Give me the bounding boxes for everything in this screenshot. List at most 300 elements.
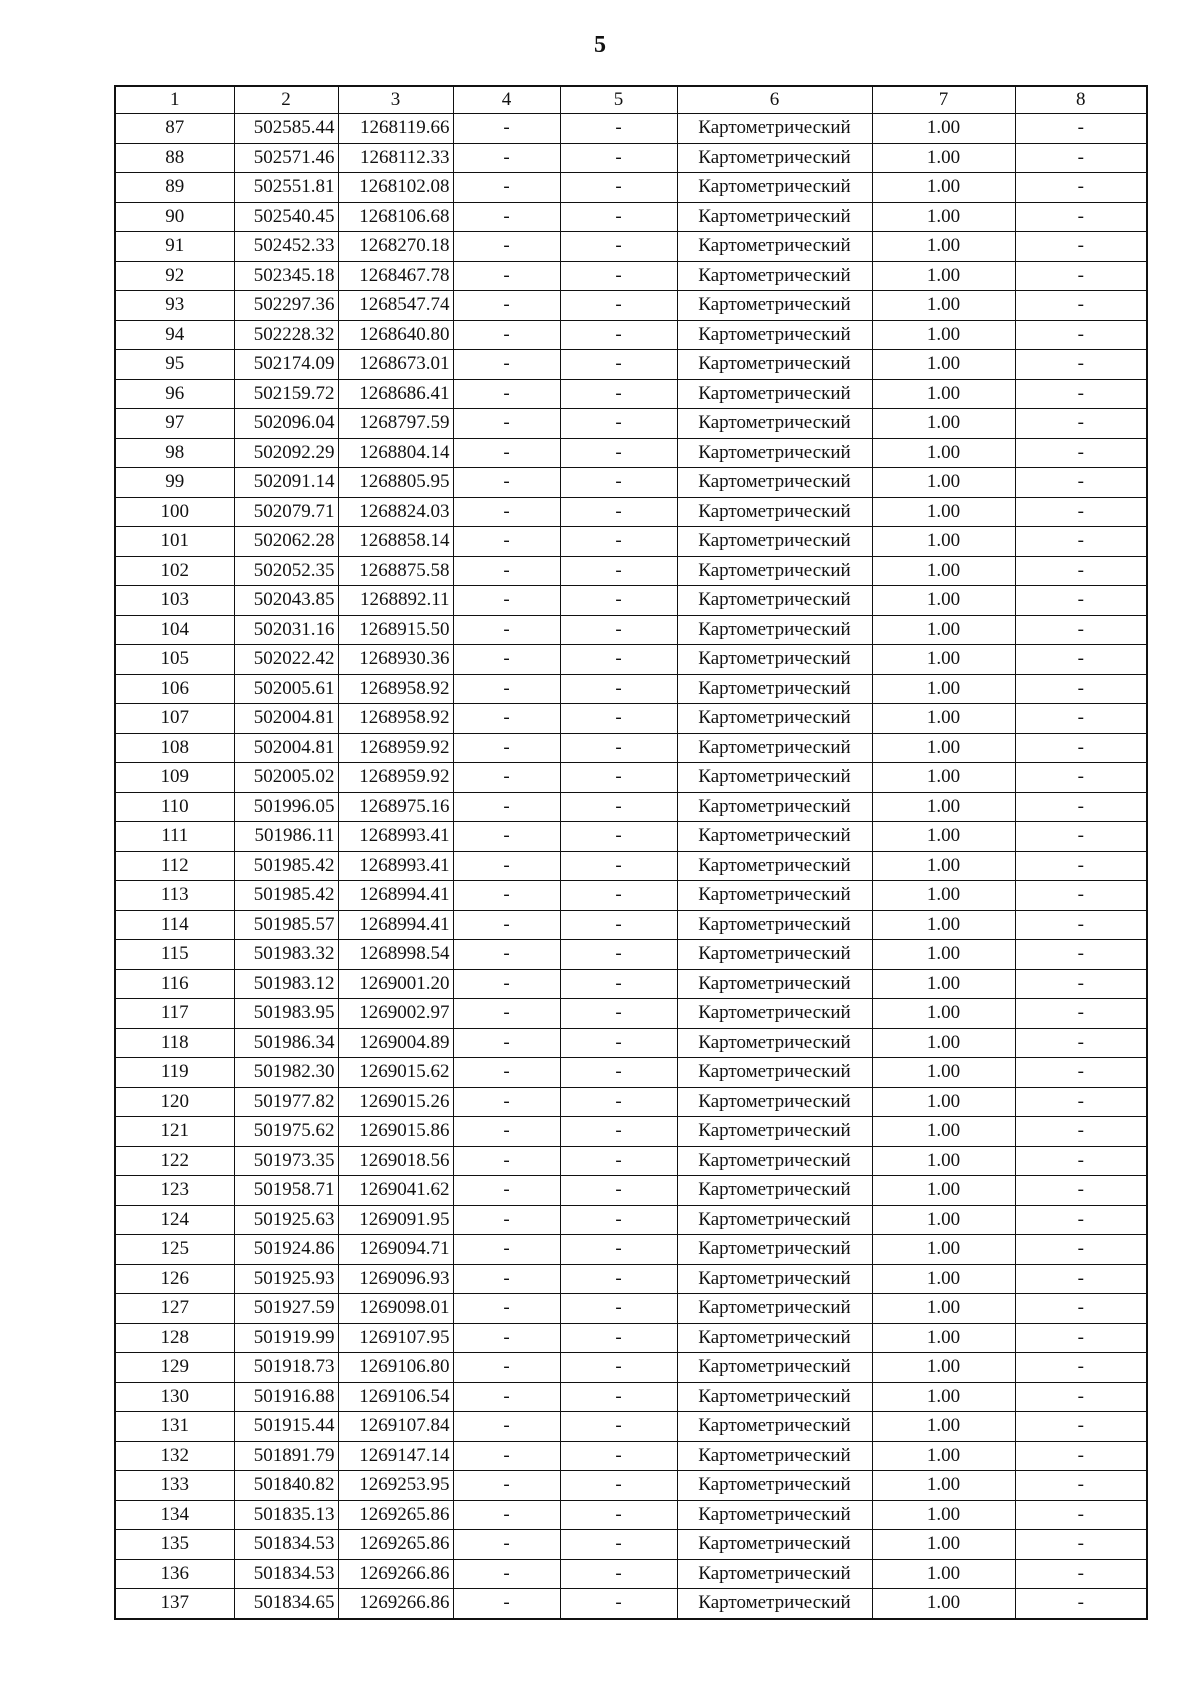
table-cell-col-2: 501918.73 xyxy=(234,1353,338,1383)
table-cell-col-1: 101 xyxy=(115,527,234,557)
table-cell-col-5: - xyxy=(560,202,677,232)
table-cell-col-2: 501985.42 xyxy=(234,881,338,911)
table-cell-col-8: - xyxy=(1015,1146,1147,1176)
table-cell-col-3: 1268804.14 xyxy=(338,438,453,468)
table-cell-col-2: 502004.81 xyxy=(234,733,338,763)
table-cell-col-7: 1.00 xyxy=(872,1146,1015,1176)
table-row xyxy=(115,1264,1147,1294)
table-cell-col-6: Картометрический xyxy=(677,851,872,881)
table-cell-col-7: 1.00 xyxy=(872,556,1015,586)
table-cell-col-8: - xyxy=(1015,202,1147,232)
table-cell-col-5: - xyxy=(560,1117,677,1147)
table-cell-col-5: - xyxy=(560,822,677,852)
table-cell-col-5: - xyxy=(560,1058,677,1088)
table-cell-col-7: 1.00 xyxy=(872,468,1015,498)
table-cell-col-6: Картометрический xyxy=(677,910,872,940)
table-cell-col-7: 1.00 xyxy=(872,1205,1015,1235)
table-cell-col-2: 501986.11 xyxy=(234,822,338,852)
table-cell-col-2: 502228.32 xyxy=(234,320,338,350)
table-cell-col-3: 1269265.86 xyxy=(338,1530,453,1560)
table-cell-col-5: - xyxy=(560,556,677,586)
table-cell-col-4: - xyxy=(453,792,560,822)
table-cell-col-3: 1268824.03 xyxy=(338,497,453,527)
table-cell-col-5: - xyxy=(560,438,677,468)
table-cell-col-7: 1.00 xyxy=(872,586,1015,616)
table-cell-col-8: - xyxy=(1015,497,1147,527)
table-row xyxy=(115,1146,1147,1176)
table-header-row xyxy=(115,86,1147,114)
table-cell-col-4: - xyxy=(453,497,560,527)
table-cell-col-8: - xyxy=(1015,586,1147,616)
table-cell-col-7: 1.00 xyxy=(872,1235,1015,1265)
table-cell-col-4: - xyxy=(453,527,560,557)
table-cell-col-1: 102 xyxy=(115,556,234,586)
table-cell-col-5: - xyxy=(560,940,677,970)
table-cell-col-6: Картометрический xyxy=(677,1146,872,1176)
table-cell-col-7: 1.00 xyxy=(872,881,1015,911)
table-cell-col-8: - xyxy=(1015,822,1147,852)
table-cell-col-6: Картометрический xyxy=(677,674,872,704)
table-cell-col-8: - xyxy=(1015,910,1147,940)
table-cell-col-6: Картометрический xyxy=(677,261,872,291)
table-row xyxy=(115,1441,1147,1471)
table-cell-col-3: 1268805.95 xyxy=(338,468,453,498)
table-cell-col-8: - xyxy=(1015,261,1147,291)
table-cell-col-1: 123 xyxy=(115,1176,234,1206)
table-cell-col-2: 501916.88 xyxy=(234,1382,338,1412)
table-cell-col-1: 133 xyxy=(115,1471,234,1501)
table-cell-col-6: Картометрический xyxy=(677,704,872,734)
table-cell-col-1: 92 xyxy=(115,261,234,291)
table-cell-col-3: 1268106.68 xyxy=(338,202,453,232)
column-header-8: 8 xyxy=(1015,86,1147,114)
table-cell-col-5: - xyxy=(560,1146,677,1176)
table-cell-col-5: - xyxy=(560,1382,677,1412)
table-cell-col-8: - xyxy=(1015,320,1147,350)
table-cell-col-6: Картометрический xyxy=(677,320,872,350)
table-cell-col-6: Картометрический xyxy=(677,1058,872,1088)
table-cell-col-8: - xyxy=(1015,1058,1147,1088)
table-cell-col-3: 1268915.50 xyxy=(338,615,453,645)
table-cell-col-1: 112 xyxy=(115,851,234,881)
table-cell-col-2: 502345.18 xyxy=(234,261,338,291)
table-cell-col-3: 1269001.20 xyxy=(338,969,453,999)
column-header-2: 2 xyxy=(234,86,338,114)
table-cell-col-5: - xyxy=(560,1205,677,1235)
table-cell-col-7: 1.00 xyxy=(872,261,1015,291)
table-cell-col-4: - xyxy=(453,409,560,439)
table-cell-col-7: 1.00 xyxy=(872,615,1015,645)
table-cell-col-6: Картометрический xyxy=(677,232,872,262)
table-cell-col-6: Картометрический xyxy=(677,1471,872,1501)
table-cell-col-3: 1268959.92 xyxy=(338,763,453,793)
table-cell-col-2: 502452.33 xyxy=(234,232,338,262)
table-cell-col-2: 501983.12 xyxy=(234,969,338,999)
table-cell-col-1: 107 xyxy=(115,704,234,734)
table-cell-col-5: - xyxy=(560,851,677,881)
table-cell-col-1: 126 xyxy=(115,1264,234,1294)
table-cell-col-7: 1.00 xyxy=(872,320,1015,350)
table-cell-col-4: - xyxy=(453,1530,560,1560)
table-cell-col-2: 501835.13 xyxy=(234,1500,338,1530)
table-cell-col-6: Картометрический xyxy=(677,1028,872,1058)
table-cell-col-1: 120 xyxy=(115,1087,234,1117)
table-cell-col-4: - xyxy=(453,438,560,468)
table-row xyxy=(115,969,1147,999)
table-cell-col-7: 1.00 xyxy=(872,910,1015,940)
table-cell-col-7: 1.00 xyxy=(872,1589,1015,1619)
table-cell-col-2: 501925.93 xyxy=(234,1264,338,1294)
table-cell-col-3: 1268673.01 xyxy=(338,350,453,380)
table-cell-col-1: 131 xyxy=(115,1412,234,1442)
table-cell-col-3: 1268112.33 xyxy=(338,143,453,173)
table-row xyxy=(115,1353,1147,1383)
table-cell-col-6: Картометрический xyxy=(677,1412,872,1442)
table-cell-col-3: 1268892.11 xyxy=(338,586,453,616)
table-cell-col-3: 1268102.08 xyxy=(338,173,453,203)
table-cell-col-2: 501982.30 xyxy=(234,1058,338,1088)
table-cell-col-1: 89 xyxy=(115,173,234,203)
table-cell-col-3: 1269266.86 xyxy=(338,1589,453,1619)
table-cell-col-4: - xyxy=(453,586,560,616)
table-row xyxy=(115,674,1147,704)
table-cell-col-8: - xyxy=(1015,792,1147,822)
table-cell-col-5: - xyxy=(560,497,677,527)
table-cell-col-7: 1.00 xyxy=(872,350,1015,380)
table-cell-col-1: 88 xyxy=(115,143,234,173)
table-cell-col-7: 1.00 xyxy=(872,1530,1015,1560)
table-cell-col-8: - xyxy=(1015,409,1147,439)
table-cell-col-5: - xyxy=(560,615,677,645)
table-cell-col-4: - xyxy=(453,733,560,763)
table-cell-col-4: - xyxy=(453,1471,560,1501)
table-cell-col-1: 122 xyxy=(115,1146,234,1176)
table-cell-col-3: 1269015.26 xyxy=(338,1087,453,1117)
table-cell-col-8: - xyxy=(1015,1235,1147,1265)
table-cell-col-6: Картометрический xyxy=(677,822,872,852)
table-cell-col-3: 1268994.41 xyxy=(338,910,453,940)
table-row xyxy=(115,1235,1147,1265)
table-cell-col-3: 1269091.95 xyxy=(338,1205,453,1235)
table-cell-col-5: - xyxy=(560,173,677,203)
table-cell-col-6: Картометрический xyxy=(677,1176,872,1206)
table-cell-col-5: - xyxy=(560,1471,677,1501)
table-cell-col-1: 137 xyxy=(115,1589,234,1619)
table-cell-col-6: Картометрический xyxy=(677,1323,872,1353)
table-cell-col-1: 93 xyxy=(115,291,234,321)
table-cell-col-1: 127 xyxy=(115,1294,234,1324)
table-cell-col-4: - xyxy=(453,232,560,262)
table-cell-col-1: 109 xyxy=(115,763,234,793)
table-cell-col-5: - xyxy=(560,320,677,350)
table-cell-col-8: - xyxy=(1015,1264,1147,1294)
table-cell-col-8: - xyxy=(1015,1117,1147,1147)
table-cell-col-5: - xyxy=(560,1530,677,1560)
table-cell-col-4: - xyxy=(453,1323,560,1353)
table-row xyxy=(115,822,1147,852)
table-cell-col-8: - xyxy=(1015,291,1147,321)
table-cell-col-4: - xyxy=(453,291,560,321)
table-cell-col-6: Картометрический xyxy=(677,940,872,970)
table-cell-col-1: 95 xyxy=(115,350,234,380)
table-cell-col-5: - xyxy=(560,232,677,262)
table-cell-col-1: 135 xyxy=(115,1530,234,1560)
table-cell-col-4: - xyxy=(453,1087,560,1117)
table-cell-col-2: 502005.61 xyxy=(234,674,338,704)
table-cell-col-7: 1.00 xyxy=(872,1412,1015,1442)
table-row xyxy=(115,497,1147,527)
table-cell-col-7: 1.00 xyxy=(872,1294,1015,1324)
table-cell-col-7: 1.00 xyxy=(872,232,1015,262)
table-cell-col-3: 1269015.86 xyxy=(338,1117,453,1147)
table-cell-col-7: 1.00 xyxy=(872,645,1015,675)
table-cell-col-6: Картометрический xyxy=(677,999,872,1029)
table-cell-col-4: - xyxy=(453,114,560,144)
table-cell-col-7: 1.00 xyxy=(872,733,1015,763)
table-cell-col-4: - xyxy=(453,1235,560,1265)
table-cell-col-4: - xyxy=(453,1028,560,1058)
table-row xyxy=(115,350,1147,380)
table-cell-col-3: 1268993.41 xyxy=(338,851,453,881)
table-cell-col-7: 1.00 xyxy=(872,1087,1015,1117)
table-cell-col-4: - xyxy=(453,350,560,380)
table-cell-col-6: Картометрический xyxy=(677,615,872,645)
table-cell-col-1: 130 xyxy=(115,1382,234,1412)
table-cell-col-8: - xyxy=(1015,1353,1147,1383)
table-row xyxy=(115,468,1147,498)
table-cell-col-4: - xyxy=(453,143,560,173)
table-cell-col-7: 1.00 xyxy=(872,379,1015,409)
table-cell-col-4: - xyxy=(453,320,560,350)
table-cell-col-8: - xyxy=(1015,556,1147,586)
table-cell-col-4: - xyxy=(453,704,560,734)
table-cell-col-2: 501919.99 xyxy=(234,1323,338,1353)
table-cell-col-6: Картометрический xyxy=(677,1530,872,1560)
table-cell-col-7: 1.00 xyxy=(872,1058,1015,1088)
table-cell-col-7: 1.00 xyxy=(872,1382,1015,1412)
table-row xyxy=(115,1412,1147,1442)
table-cell-col-5: - xyxy=(560,527,677,557)
table-cell-col-4: - xyxy=(453,851,560,881)
table-row xyxy=(115,173,1147,203)
table-cell-col-2: 501983.95 xyxy=(234,999,338,1029)
table-cell-col-5: - xyxy=(560,350,677,380)
table-cell-col-3: 1268994.41 xyxy=(338,881,453,911)
table-row xyxy=(115,114,1147,144)
table-cell-col-7: 1.00 xyxy=(872,1500,1015,1530)
table-row xyxy=(115,733,1147,763)
table-cell-col-3: 1268998.54 xyxy=(338,940,453,970)
table-cell-col-4: - xyxy=(453,999,560,1029)
table-cell-col-2: 502004.81 xyxy=(234,704,338,734)
table-cell-col-5: - xyxy=(560,1412,677,1442)
table-cell-col-7: 1.00 xyxy=(872,202,1015,232)
table-cell-col-1: 110 xyxy=(115,792,234,822)
table-cell-col-8: - xyxy=(1015,143,1147,173)
table-cell-col-5: - xyxy=(560,1589,677,1619)
table-cell-col-8: - xyxy=(1015,1176,1147,1206)
table-cell-col-2: 501973.35 xyxy=(234,1146,338,1176)
table-cell-col-5: - xyxy=(560,586,677,616)
table-cell-col-8: - xyxy=(1015,1500,1147,1530)
table-row xyxy=(115,851,1147,881)
table-cell-col-4: - xyxy=(453,763,560,793)
table-cell-col-3: 1268993.41 xyxy=(338,822,453,852)
table-cell-col-1: 91 xyxy=(115,232,234,262)
table-cell-col-5: - xyxy=(560,881,677,911)
table-cell-col-3: 1269015.62 xyxy=(338,1058,453,1088)
table-cell-col-8: - xyxy=(1015,615,1147,645)
table-cell-col-8: - xyxy=(1015,645,1147,675)
table-cell-col-2: 502551.81 xyxy=(234,173,338,203)
table-cell-col-3: 1269265.86 xyxy=(338,1500,453,1530)
table-cell-col-4: - xyxy=(453,910,560,940)
table-cell-col-7: 1.00 xyxy=(872,851,1015,881)
column-header-1: 1 xyxy=(115,86,234,114)
table-cell-col-5: - xyxy=(560,763,677,793)
table-row xyxy=(115,556,1147,586)
table-cell-col-6: Картометрический xyxy=(677,1235,872,1265)
table-cell-col-3: 1269096.93 xyxy=(338,1264,453,1294)
table-cell-col-4: - xyxy=(453,1559,560,1589)
table-cell-col-3: 1269106.54 xyxy=(338,1382,453,1412)
table-cell-col-6: Картометрический xyxy=(677,1559,872,1589)
table-cell-col-8: - xyxy=(1015,350,1147,380)
table-cell-col-1: 104 xyxy=(115,615,234,645)
table-cell-col-6: Картометрический xyxy=(677,792,872,822)
table-cell-col-3: 1268467.78 xyxy=(338,261,453,291)
table-cell-col-2: 502043.85 xyxy=(234,586,338,616)
table-row xyxy=(115,1294,1147,1324)
table-row xyxy=(115,881,1147,911)
table-cell-col-7: 1.00 xyxy=(872,969,1015,999)
table-cell-col-7: 1.00 xyxy=(872,114,1015,144)
table-row xyxy=(115,1176,1147,1206)
table-cell-col-2: 502005.02 xyxy=(234,763,338,793)
column-header-6: 6 xyxy=(677,86,872,114)
table-cell-col-5: - xyxy=(560,261,677,291)
table-cell-col-7: 1.00 xyxy=(872,822,1015,852)
table-cell-col-6: Картометрический xyxy=(677,1264,872,1294)
table-cell-col-7: 1.00 xyxy=(872,704,1015,734)
table-cell-col-1: 118 xyxy=(115,1028,234,1058)
table-cell-col-5: - xyxy=(560,1028,677,1058)
table-cell-col-6: Картометрический xyxy=(677,586,872,616)
table-row xyxy=(115,1559,1147,1589)
table-cell-col-8: - xyxy=(1015,1205,1147,1235)
table-body xyxy=(115,114,1147,1619)
table-cell-col-5: - xyxy=(560,468,677,498)
table-cell-col-4: - xyxy=(453,645,560,675)
table-cell-col-6: Картометрический xyxy=(677,1087,872,1117)
table-row xyxy=(115,615,1147,645)
table-cell-col-8: - xyxy=(1015,1294,1147,1324)
table-cell-col-5: - xyxy=(560,409,677,439)
table-cell-col-5: - xyxy=(560,1264,677,1294)
table-cell-col-4: - xyxy=(453,1058,560,1088)
table-cell-col-2: 502585.44 xyxy=(234,114,338,144)
table-cell-col-8: - xyxy=(1015,1028,1147,1058)
table-cell-col-8: - xyxy=(1015,468,1147,498)
table-cell-col-2: 501840.82 xyxy=(234,1471,338,1501)
table-cell-col-7: 1.00 xyxy=(872,792,1015,822)
table-cell-col-3: 1269147.14 xyxy=(338,1441,453,1471)
table-cell-col-1: 103 xyxy=(115,586,234,616)
table-cell-col-3: 1268119.66 xyxy=(338,114,453,144)
table-cell-col-3: 1268858.14 xyxy=(338,527,453,557)
table-row xyxy=(115,1058,1147,1088)
table-cell-col-8: - xyxy=(1015,1382,1147,1412)
table-cell-col-7: 1.00 xyxy=(872,1264,1015,1294)
table-cell-col-4: - xyxy=(453,1353,560,1383)
table-cell-col-2: 501975.62 xyxy=(234,1117,338,1147)
table-cell-col-3: 1268975.16 xyxy=(338,792,453,822)
table-row xyxy=(115,586,1147,616)
table-cell-col-3: 1269004.89 xyxy=(338,1028,453,1058)
table-cell-col-6: Картометрический xyxy=(677,438,872,468)
table-cell-col-2: 502022.42 xyxy=(234,645,338,675)
table-cell-col-7: 1.00 xyxy=(872,1028,1015,1058)
table-cell-col-2: 502174.09 xyxy=(234,350,338,380)
table-cell-col-2: 501834.53 xyxy=(234,1530,338,1560)
table-cell-col-7: 1.00 xyxy=(872,940,1015,970)
table-cell-col-5: - xyxy=(560,1176,677,1206)
table-cell-col-1: 100 xyxy=(115,497,234,527)
table-cell-col-5: - xyxy=(560,291,677,321)
table-cell-col-6: Картометрический xyxy=(677,969,872,999)
table-cell-col-3: 1269253.95 xyxy=(338,1471,453,1501)
table-cell-col-8: - xyxy=(1015,674,1147,704)
table-cell-col-3: 1269094.71 xyxy=(338,1235,453,1265)
table-cell-col-2: 502062.28 xyxy=(234,527,338,557)
table-cell-col-7: 1.00 xyxy=(872,674,1015,704)
table-cell-col-6: Картометрический xyxy=(677,556,872,586)
column-header-3: 3 xyxy=(338,86,453,114)
table-cell-col-6: Картометрический xyxy=(677,409,872,439)
table-cell-col-8: - xyxy=(1015,1530,1147,1560)
table-cell-col-6: Картометрический xyxy=(677,733,872,763)
table-cell-col-2: 502031.16 xyxy=(234,615,338,645)
table-cell-col-2: 501996.05 xyxy=(234,792,338,822)
table-cell-col-2: 501915.44 xyxy=(234,1412,338,1442)
table-row xyxy=(115,645,1147,675)
table-cell-col-4: - xyxy=(453,1205,560,1235)
table-cell-col-8: - xyxy=(1015,527,1147,557)
table-cell-col-7: 1.00 xyxy=(872,1353,1015,1383)
table-cell-col-6: Картометрический xyxy=(677,527,872,557)
table-cell-col-2: 502540.45 xyxy=(234,202,338,232)
table-cell-col-6: Картометрический xyxy=(677,763,872,793)
table-row xyxy=(115,143,1147,173)
table-cell-col-5: - xyxy=(560,969,677,999)
table-cell-col-2: 501924.86 xyxy=(234,1235,338,1265)
table-row xyxy=(115,940,1147,970)
table-cell-col-1: 115 xyxy=(115,940,234,970)
table-cell-col-3: 1269098.01 xyxy=(338,1294,453,1324)
table-cell-col-7: 1.00 xyxy=(872,497,1015,527)
table-cell-col-3: 1269107.84 xyxy=(338,1412,453,1442)
table-cell-col-4: - xyxy=(453,881,560,911)
table-cell-col-1: 121 xyxy=(115,1117,234,1147)
table-cell-col-3: 1268640.80 xyxy=(338,320,453,350)
table-cell-col-8: - xyxy=(1015,173,1147,203)
table-row xyxy=(115,910,1147,940)
table-cell-col-8: - xyxy=(1015,999,1147,1029)
table-cell-col-2: 501983.32 xyxy=(234,940,338,970)
table-cell-col-6: Картометрический xyxy=(677,1382,872,1412)
table-row xyxy=(115,320,1147,350)
table-row xyxy=(115,1500,1147,1530)
